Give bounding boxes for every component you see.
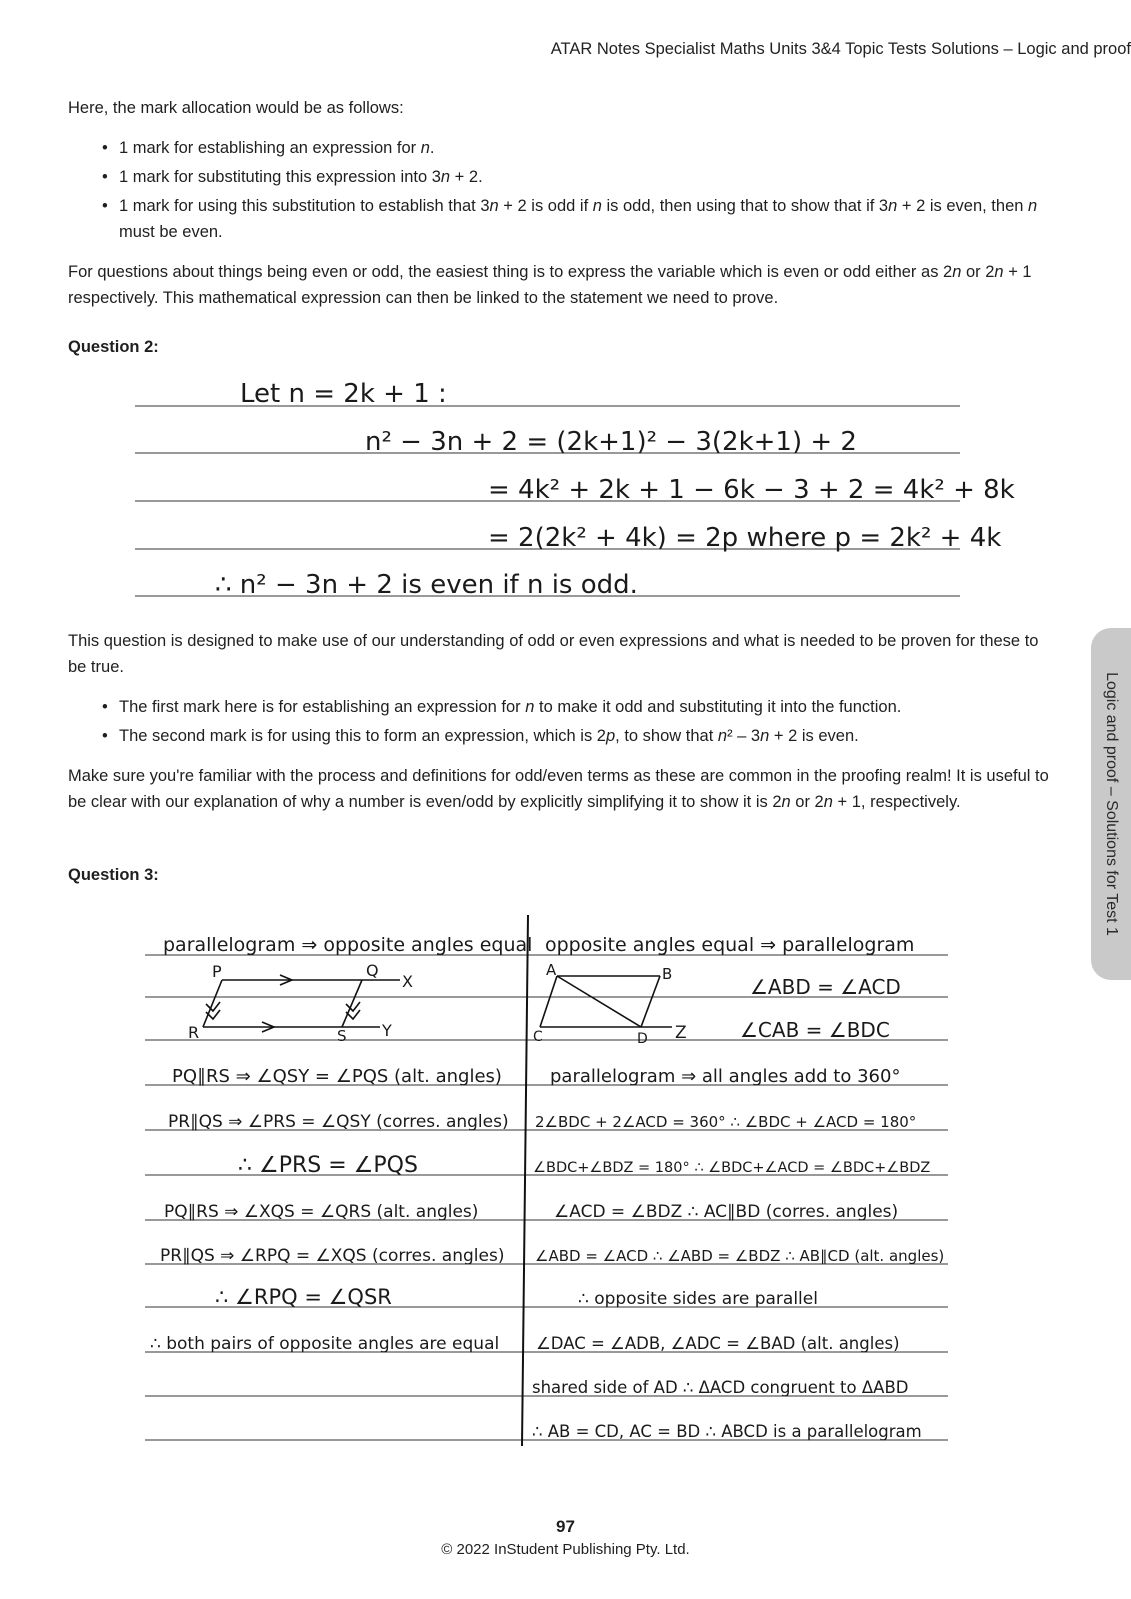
list-item: • The first mark here is for establishing an expression for n to make it odd and substituting it into the function. (68, 694, 1055, 720)
list-item: • 1 mark for using this substitution to establish that 3n + 2 is odd if n is odd, then using that to show that if 3n + 2 is even, then n must be even. (68, 193, 1055, 245)
q2-line-3: = 4k² + 2k + 1 − 6k − 3 + 2 = 4k² + 8k (488, 475, 1015, 505)
vertex-label-d: D (637, 1031, 648, 1047)
right-step-8: shared side of AD ∴ ΔACD congruent to ΔABD (532, 1378, 909, 1397)
right-step-7: ∠DAC = ∠ADB, ∠ADC = ∠BAD (alt. angles) (536, 1334, 900, 1353)
list-item: • 1 mark for substituting this expression into 3n + 2. (68, 164, 1055, 190)
right-column-title: opposite angles equal ⇒ parallelogram (545, 934, 915, 956)
page-number: 97 (556, 1517, 575, 1536)
left-step-4: PQ∥RS ⇒ ∠XQS = ∠QRS (alt. angles) (164, 1202, 479, 1222)
left-step-2: PR∥QS ⇒ ∠PRS = ∠QSY (corres. angles) (168, 1112, 509, 1132)
q2-paragraph-2: Make sure you're familiar with the process and definitions for odd/even terms as these are common in the proofing realm! It is useful to be clear with our explanation of why a number is even/odd by explicitly simplifying it to show it is 2n or 2n + 1, respectively. (68, 767, 1049, 811)
right-step-2: 2∠BDC + 2∠ACD = 360° ∴ ∠BDC + ∠ACD = 180° (535, 1113, 917, 1131)
q2-paragraph-1: This question is designed to make use of our understanding of odd or even expressions and what is needed to be proven for these to be true. (68, 632, 1039, 676)
vertex-label-r: R (188, 1023, 200, 1042)
intro-paragraph: For questions about things being even or odd, the easiest thing is to express the variable which is even or odd either as 2n or 2n + 1 respectively. This mathematical expression can then be linked to the statement we need to prove. (68, 263, 1032, 307)
right-step-3: ∠BDC+∠BDZ = 180° ∴ ∠BDC+∠ACD = ∠BDC+∠BDZ (533, 1160, 931, 1176)
given-angle-2: ∠CAB = ∠BDC (740, 1018, 890, 1042)
left-step-6: ∴ ∠RPQ = ∠QSR (215, 1285, 392, 1309)
right-step-6: ∴ opposite sides are parallel (578, 1289, 818, 1309)
vertex-label-a: A (546, 961, 557, 979)
left-column-title: parallelogram ⇒ opposite angles equal (163, 934, 533, 956)
vertex-label-c: C (533, 1029, 543, 1045)
vertex-label-b: B (662, 965, 673, 983)
q2-explanation (68, 628, 1055, 815)
parallelogram-pqsr-diagram (203, 975, 400, 1032)
right-step-1: parallelogram ⇒ all angles add to 360° (550, 1066, 901, 1087)
q2-line-5: ∴ n² − 3n + 2 is even if n is odd. (215, 570, 638, 600)
left-step-5: PR∥QS ⇒ ∠RPQ = ∠XQS (corres. angles) (160, 1246, 505, 1266)
left-step-7: ∴ both pairs of opposite angles are equal (150, 1334, 500, 1354)
intro-lead: Here, the mark allocation would be as follows: (68, 99, 404, 117)
running-header: ATAR Notes Specialist Maths Units 3&4 Topic Tests Solutions – Logic and proof (550, 40, 1131, 58)
vertex-label-p: P (212, 962, 222, 981)
vertex-label-q: Q (366, 961, 379, 980)
vertex-label-s: S (337, 1027, 347, 1045)
vertex-label-x: X (402, 972, 413, 991)
given-angle-1: ∠ABD = ∠ACD (750, 975, 901, 999)
vertex-label-y: Y (382, 1021, 392, 1040)
vertex-label-z: Z (675, 1023, 687, 1043)
q2-line-1: Let n = 2k + 1 : (240, 379, 447, 409)
question-2-heading: Question 2: (68, 338, 159, 356)
right-step-5: ∠ABD = ∠ACD ∴ ∠ABD = ∠BDZ ∴ AB∥CD (alt. angles) (535, 1247, 945, 1265)
q3-handwritten-proof (0, 900, 1131, 1460)
list-item: • The second mark is for using this to form an expression, which is 2p, to show that n² – 3n + 2 is even. (68, 723, 1055, 749)
section-side-tab (1091, 628, 1131, 980)
list-item: • 1 mark for establishing an expression for n. (68, 135, 1055, 161)
right-step-9: ∴ AB = CD, AC = BD ∴ ABCD is a parallelogram (532, 1422, 922, 1441)
left-step-1: PQ∥RS ⇒ ∠QSY = ∠PQS (alt. angles) (172, 1066, 502, 1087)
question-3-heading: Question 3: (68, 866, 159, 884)
left-step-3: ∴ ∠PRS = ∠PQS (238, 1153, 418, 1178)
q2-line-4: = 2(2k² + 4k) = 2p where p = 2k² + 4k (488, 523, 1002, 553)
q2-mark-list (68, 694, 1055, 749)
right-step-4: ∠ACD = ∠BDZ ∴ AC∥BD (corres. angles) (554, 1202, 899, 1222)
copyright: © 2022 InStudent Publishing Pty. Ltd. (441, 1541, 690, 1558)
side-tab-label: Logic and proof – Solutions for Test 1 (1103, 672, 1120, 936)
q2-handwritten-working (0, 0, 1131, 620)
parallelogram-abdc-diagram (540, 976, 672, 1027)
q2-line-2: n² − 3n + 2 = (2k+1)² − 3(2k+1) + 2 (365, 427, 857, 457)
